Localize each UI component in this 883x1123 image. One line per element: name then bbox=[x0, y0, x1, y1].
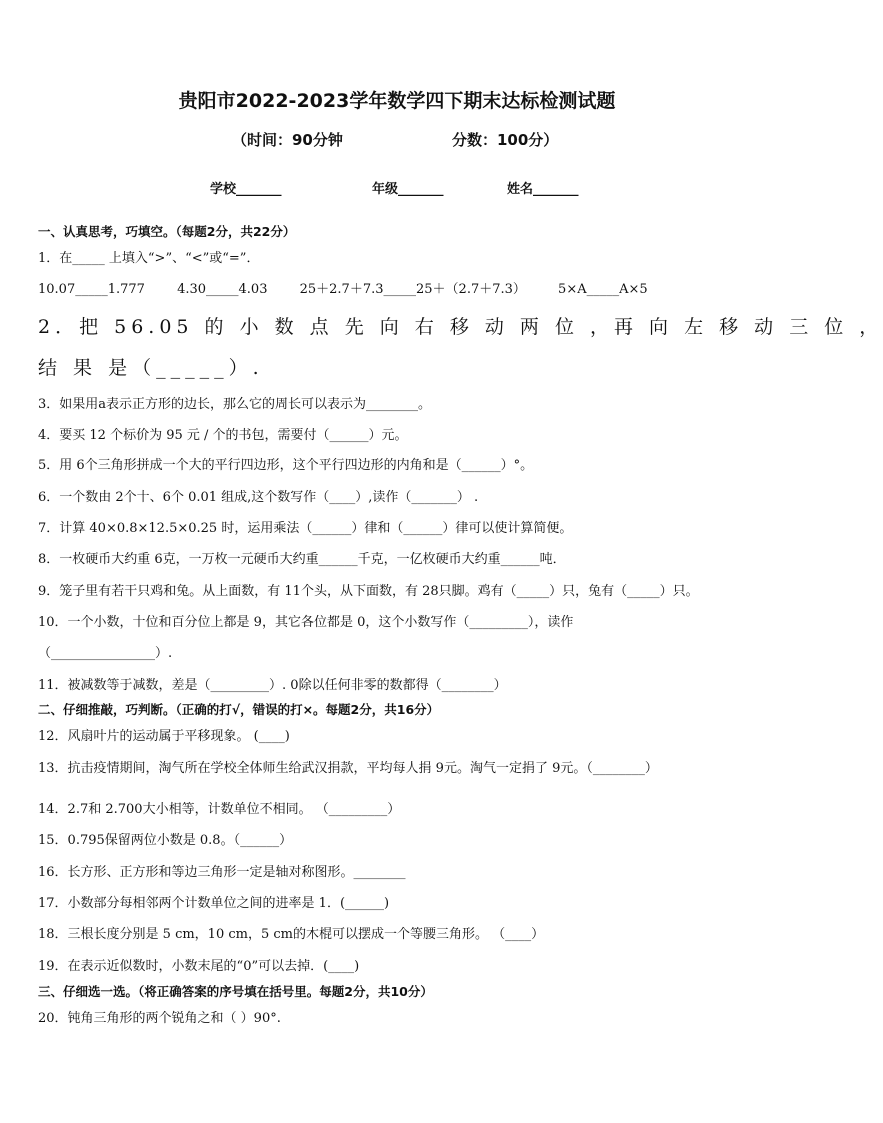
question-13: 13．抗击疫情期间，淘气所在学校全体师生给武汉捐款，平均每人捐 9元。淘气一定捐了 9元。（________） bbox=[38, 761, 658, 776]
q1-item-3: 25＋2.7＋7.3_____25＋（2.7＋7.3） bbox=[299, 282, 526, 297]
question-6: 6．一个数由 2个十、6个 0.01 组成,这个数写作（____）,读作（_______） . bbox=[38, 490, 479, 505]
exam-title: 贵阳市2022-2023学年数学四下期末达标检测试题 bbox=[178, 90, 616, 112]
question-15: 15．0.795保留两位小数是 0.8。（______） bbox=[38, 833, 293, 848]
question-7: 7．计算 40×0.8×12.5×0.25 时，运用乘法（______）律和（______）律可以使计算简便。 bbox=[38, 521, 573, 536]
question-1-stem: 1．在_____ 上填入“>”、“<”或“=”． bbox=[38, 251, 260, 266]
exam-score: 分数：100分） bbox=[452, 131, 559, 149]
question-14: 14．2.7和 2.700大小相等，计数单位不相同。 （_________） bbox=[38, 802, 401, 817]
question-3: 3．如果用a表示正方形的边长，那么它的周长可以表示为________。 bbox=[38, 397, 432, 412]
section-2-heading: 二、仔细推敲，巧判断。（正确的打√，错误的打×。每题2分，共16分） bbox=[38, 702, 440, 717]
q1-item-2: 4.30_____4.03 bbox=[177, 282, 268, 297]
question-2-line-1: 2．把 56.05 的 小 数 点 先 向 右 移 动 两 位 ，再 向 左 移 动 三 位 ， bbox=[38, 316, 883, 338]
question-2-line-2: 结 果 是（_____）. bbox=[38, 357, 264, 379]
question-18: 18．三根长度分别是 5 cm，10 cm，5 cm的木棍可以摆成一个等腰三角形。 （____） bbox=[38, 927, 545, 942]
section-1-heading: 一、认真思考，巧填空。（每题2分，共22分） bbox=[38, 224, 296, 239]
question-1-items bbox=[38, 281, 758, 299]
q1-item-1: 10.07_____1.777 bbox=[38, 282, 145, 297]
section-3-heading: 三、仔细选一选。（将正确答案的序号填在括号里。每题2分，共10分） bbox=[38, 984, 433, 999]
grade-field: 年级_______ bbox=[372, 182, 444, 197]
name-field: 姓名_______ bbox=[507, 182, 579, 197]
school-field: 学校_______ bbox=[210, 182, 282, 197]
question-10-line-2: （________________）. bbox=[38, 646, 173, 661]
question-9: 9．笼子里有若干只鸡和兔。从上面数，有 11个头，从下面数，有 28只脚。鸡有（_____）只，兔有（_____）只。 bbox=[38, 584, 699, 599]
question-12: 12．风扇叶片的运动属于平移现象。 (____) bbox=[38, 729, 290, 744]
question-20: 20．钝角三角形的两个锐角之和（ ）90°. bbox=[38, 1011, 281, 1026]
question-16: 16．长方形、正方形和等边三角形一定是轴对称图形。________ bbox=[38, 865, 406, 880]
q1-item-4: 5×A_____A×5 bbox=[558, 282, 648, 297]
question-8: 8．一枚硬币大约重 6克，一万枚一元硬币大约重______千克，一亿枚硬币大约重______吨． bbox=[38, 552, 566, 567]
exam-time: （时间：90分钟 bbox=[232, 131, 343, 149]
question-19: 19．在表示近似数时，小数末尾的“0”可以去掉．(____) bbox=[38, 959, 360, 974]
question-17: 17．小数部分每相邻两个计数单位之间的进率是 1．(______) bbox=[38, 896, 390, 911]
question-4: 4．要买 12 个标价为 95 元 / 个的书包，需要付（______）元。 bbox=[38, 428, 408, 443]
question-5: 5．用 6个三角形拼成一个大的平行四边形，这个平行四边形的内角和是（______）°。 bbox=[38, 458, 534, 473]
question-11: 11．被减数等于减数，差是（_________）. 0除以任何非零的数都得（________） bbox=[38, 678, 507, 693]
question-10-line-1: 10．一个小数，十位和百分位上都是 9，其它各位都是 0，这个小数写作（_________），读作 bbox=[38, 615, 574, 630]
